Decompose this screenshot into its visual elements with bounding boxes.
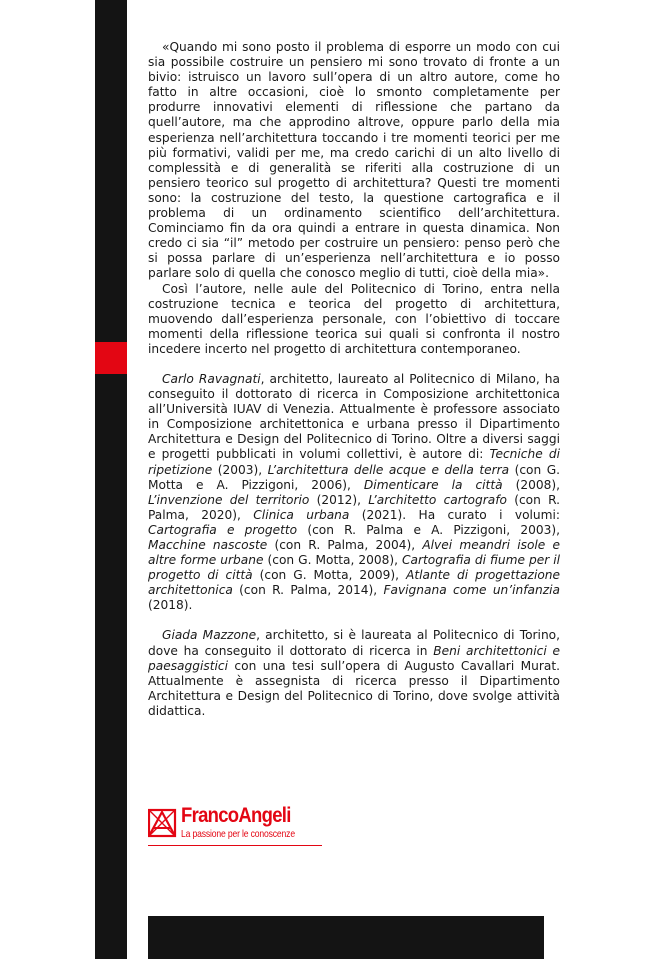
text-run: (con G. Motta e A. Pizzigoni, 2006), bbox=[148, 462, 561, 492]
logo-underline bbox=[148, 845, 322, 846]
text-run: (con G. Motta, 2009), bbox=[252, 568, 407, 583]
publisher-name: FrancoAngeli bbox=[181, 804, 291, 827]
text-paragraph bbox=[148, 372, 560, 614]
spine-bar bbox=[95, 0, 127, 959]
italic-run: Cartografia e progetto bbox=[148, 522, 298, 537]
text-paragraph bbox=[148, 282, 560, 357]
text-run: , architetto, si è laureata al Politecnico di Torino, dove ha conseguito il dottorato di ricerca in bbox=[148, 628, 560, 658]
text-run: (con R. Palma, 2004), bbox=[267, 538, 423, 552]
text-run: (con R. Palma, 2020), bbox=[148, 492, 561, 522]
text-run: «Quando mi sono posto il problema di esporre un modo con cui sia possibile costruire un pensiero mi sono trovato di fronte a un bivio: istruisco un lavoro sull’opera di un altro autore, come ho fatto in altre occasioni, cioè lo smonto completamente per produrre innovativi elementi di riflessione che partano da quell’autore, ma che approdino altrove, oppure parlo della mia esperienza nell’architettura toccando i tre momenti teorici per me più formativi, validi per me, ma credo carichi di un alto livello di complessità e di generalità se riferiti alla costruzione di un pensiero teorico sul progetto di architettura? Questi tre momenti sono: la costruzione del testo, la questione cartografica e il problema di un ordinamento scientifico dell’architettura. Cominciamo fin da ora quindi a entrare in questa dinamica. Non credo ci sia “il” metodo per costruire un pensiero: penso però che si possa parlare di un’esperienza nell’architettura e io posso parlare solo di quella che conosco meglio di tutti, cioè della mia». bbox=[148, 40, 560, 281]
text-run: (con R. Palma e A. Pizzigoni, 2003), bbox=[297, 522, 560, 537]
text-run: (con R. Palma, 2014), bbox=[232, 583, 384, 598]
text-run: (2008), bbox=[502, 477, 560, 492]
italic-run: Alvei meandri isole e altre forme urbane bbox=[148, 538, 560, 568]
text-run: con una tesi sull’opera di Augusto Cavallari Murat. Attualmente è assegnista di ricerca presso il Dipartimento Architettura e Design del Politecnico di Torino, dove svolge attività didattica. bbox=[148, 658, 560, 718]
text-paragraph bbox=[148, 628, 560, 719]
italic-run: L’invenzione del territorio bbox=[148, 492, 310, 507]
text-run: (2012), bbox=[309, 492, 369, 507]
italic-run: Cartografia di fiume per il progetto di città bbox=[148, 553, 560, 583]
bottom-bar bbox=[148, 916, 544, 959]
italic-run: L’architettura delle acque e della terra bbox=[267, 462, 510, 477]
italic-run: Beni architettonici e paesaggistici bbox=[148, 643, 560, 673]
text-run: (con G. Motta, 2008), bbox=[263, 553, 403, 568]
spine-accent-square bbox=[95, 342, 127, 374]
italic-run: L’architetto cartografo bbox=[368, 492, 507, 507]
publisher-logo bbox=[148, 806, 328, 846]
text-run: , architetto, laureato al Politecnico di Milano, ha conseguito il dottorato di ricerca in Composizione architettonica all’Università IUAV di Venezia. Attualmente è professore associato in Composizione architettonica e urbana presso il Dipartimento Architettura e Design del Politecnico di Torino. Oltre a diversi saggi e progetti pubblicati in volumi collettivi, è autore di: bbox=[148, 371, 560, 462]
italic-run: Carlo Ravagnati bbox=[162, 371, 261, 386]
franco-angeli-logo-mark-icon bbox=[148, 806, 178, 840]
italic-run: Tecniche di ripetizione bbox=[148, 447, 561, 477]
italic-run: Dimenticare la città bbox=[363, 477, 503, 492]
italic-run: Macchine nascoste bbox=[148, 538, 268, 552]
italic-run: Favignana come un’infanzia bbox=[383, 583, 560, 598]
back-cover-text bbox=[148, 40, 560, 719]
text-run: Così l’autore, nelle aule del Politecnico di Torino, entra nella costruzione tecnica e teorica del progetto di architettura, muovendo dall’esperienza personale, con l’obiettivo di toccare momenti della riflessione teorica sui quali si confronta il nostro incedere incerto nel progetto di architettura contemporaneo. bbox=[148, 281, 560, 356]
text-run: (2003), bbox=[212, 462, 268, 477]
italic-run: Clinica urbana bbox=[253, 507, 350, 522]
text-paragraph bbox=[148, 40, 560, 282]
text-run: (2018). bbox=[148, 598, 193, 613]
italic-run: Atlante di progettazione architettonica bbox=[148, 568, 561, 598]
text-run: (2021). Ha curato i volumi: bbox=[349, 507, 560, 522]
publisher-tagline: La passione per le conoscenze bbox=[181, 828, 295, 840]
italic-run: Giada Mazzone bbox=[162, 628, 257, 643]
